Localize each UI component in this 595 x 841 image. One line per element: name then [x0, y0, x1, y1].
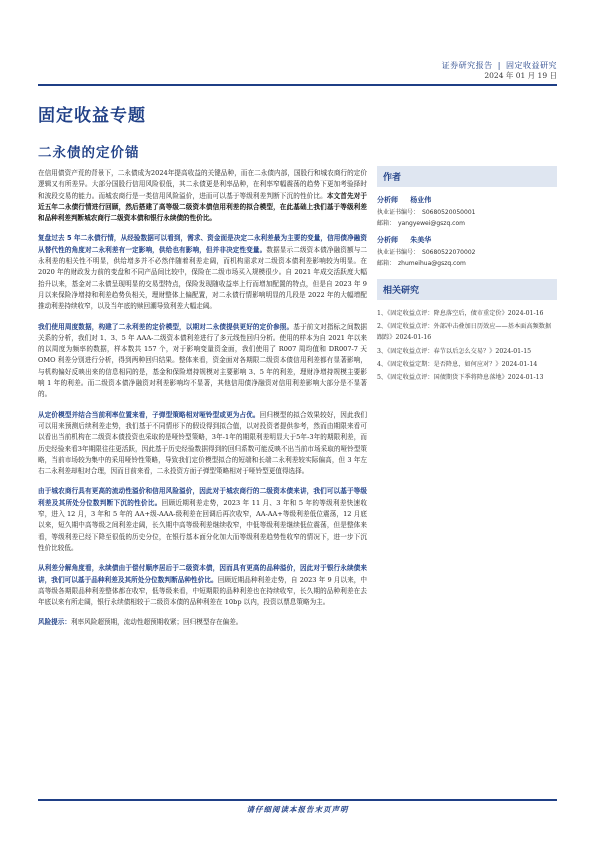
analyst-name: 朱美华 [410, 236, 432, 244]
related-research-link[interactable]: 2、《固定收益点评：外部冲击叠加日历效应——基本面高频数据跟踪》2024-01-16 [377, 323, 552, 342]
analyst-card [377, 195, 557, 229]
analyst-email [377, 218, 557, 229]
email-label: 邮箱： [377, 260, 396, 267]
intro-text: 在信用债资产荒的背景下，二永债成为2024年提高收益的关键品种，而在二永债内部，国股行和城农商行的定价逻辑又有所差异。大部分国股行信用风险很低，其二永债更是利率品种，在利率窄幅震荡的趋势下更加考验择时和波段交易的能力。而城农商行是一类信用风险溢价，进而可以基于等级利差判断下沉的性价比。 [38, 169, 367, 200]
email-label: 邮箱： [377, 220, 396, 227]
cert-number: S0680520050001 [422, 209, 476, 216]
grade-spread-headline: 由于城农商行具有更高的流动性溢价和信用风险溢价，因此对于城农商行的二级资本债来讲，我们可以基于等级利差及其所处分位数判断下沉的性价比。 [38, 487, 367, 507]
variety-spread-text: 回顾近期品种利差走势，自 2023 年 9 月以来，中高等级各期限品种利差整体都在收窄，低等级来看，中短期限的品种利差也在持续收窄，长久期的品种利差在去年底以来有所走阔，银行永续债相较于二级资本债的品种利差在 10bp 以内，投资以票息策略为主。 [38, 575, 368, 607]
sidebar [377, 166, 557, 385]
grade-spread-text: 回顾近期利差走势，2023 年 11 月、3 年和 5 年的等级利差快速收窄，进入 12 月，3 年和 5 年的 AA+级-AAA-级利差在回调后再次收窄，AA-AA+等级利差低位震荡，12 月底以来，短久期中高等级之间利差走阔，长久期中高等级利差继续收窄，中低等级利差继续低位震荡，但是整体来看，等级利差已经下降至很低的历史分位，在银行基本面分化加大而等级利差趋势性收窄的情况下，进一步下沉性价比较低。 [38, 498, 368, 552]
cert-label: 执业证书编号： [377, 249, 420, 256]
page-title: 固定收益专题 [38, 106, 146, 126]
model-text: 基于前文对指标之间数据关系的分析，我们对 1、3、5 年 AAA-二级资本债利差进行了多元线性回归分析。使用的样本为自 2021 年以来的以周度为频率的数据，样本数共 157 个，对于影响变量资金面，我们使用了 R007 周均值和 DR007-7 天 OMO 利差分别进行分析，得到两种回归结果。整体来看，资金面对各期限二级资本债信用利差都有显著影响，与机构偏好反映出来的信息相同的是，基金和保险增持规模对主要影响 3、5 年的利差，理财净增持规模主要影响 1 年的利差。而二级资本债净融资对利差影响均不显著，其他信用债净融资对信用利差影响大部分是不显著的。 [38, 322, 368, 399]
cert-label: 执业证书编号： [377, 209, 420, 216]
email-link[interactable]: yangyewei@gszq.com [398, 220, 465, 227]
related-research-link[interactable]: 5、《固定收益点评：国债期货下季将降息落地》2024-01-13 [377, 374, 544, 382]
strategy-text: 回归模型的拟合效果较好，因此我们可以用来预测后续利差走势，我们基于不同情形下的假设得到拟合值，以对投资者提供参考，然而由期限来看可以看出当前机构在二级资本债投资也采取的是哑铃型策略，3年-1年的期限利差明显大于5年-3年的期限利差，而历史经验来看3年期限往往更活跃，因此基于历史经验数据得到的回归系数可能反映不出当前市场采取的哑铃型策略，当前市场较为集中的采用哑铃性策略，导致我们定价模型拟合的短端和长端二永利差较实际偏高，但 3 年左右二永利差却相对合理，因而目前来看，二永投资方面子弹型策略相对于哑铃型更值得选择。 [38, 410, 368, 476]
related-research-link[interactable]: 1、《固定收益点评：降息落空后，债市重定价》2024-01-16 [377, 310, 544, 317]
email-link[interactable]: zhumeihua@gszq.com [398, 260, 466, 267]
analyst-card [377, 235, 557, 269]
footer-divider [38, 799, 557, 801]
variety-spread-headline: 从利差分解角度看，永续债由于偿付顺序居后于二级资本债，因而具有更高的品种溢价，因此对于银行永续债来讲，我们可以基于品种利差及其所处分位数判断品种性价比。 [38, 564, 367, 584]
risk-warning [38, 617, 367, 628]
variety-spread-paragraph [38, 563, 367, 608]
risk-label: 风险提示： [38, 618, 71, 627]
analyst-cert [377, 247, 557, 258]
report-date: 2024 年 01 月 19 日 [484, 71, 557, 80]
analyst-role: 分析师 [377, 196, 398, 204]
report-category-label: 固定收益研究 [506, 61, 557, 70]
strategy-headline: 从定价模型并结合当前利率位置来看，子弹型策略相对哑铃型或更为占优。 [38, 410, 260, 419]
review-paragraph [38, 233, 367, 312]
intro-bold-text: 本文首先对于近五年二永债行情进行回顾，然后搭建了高等级二级资本债信用利差的拟合模型，在此基础上我们基于等级利差和品种利差判断城农商行二级资本债和银行永续债的性价比。 [38, 191, 368, 223]
main-content [38, 168, 367, 628]
grade-spread-paragraph [38, 486, 367, 554]
related-research-link[interactable]: 4、《固定收益定期：是否降息，如何应对？》2024-01-14 [377, 360, 538, 368]
tag-separator: | [497, 61, 501, 70]
analyst-cert [377, 207, 557, 218]
authors-heading: 作者 [377, 166, 557, 187]
review-text: 数据显示二级资本债净融资额与二永利差的相关性不明显，供给增多并不必然伴随着利差走阔，而机构需求对二级资本债利差影响较为明显。在 2020 年的财政发力前的变盘和不同产品间比较中，保险在二级市场买入规模很少。自 2021 年成交活跃度大幅抬升以来，基金对二永债呈现明显的交易型特点，保险发现随收益率上行而增加配置的特点，但是自 2023 年 9 月以来保险净增持和利差趋势负相关，理财整体上偏配置，对二永债行情影响明显的几段是 2022 年的大幅增配推动利差持续收窄，以及当年底的赎回潮导致利差大幅走阔。 [38, 245, 368, 311]
related-research-heading: 相关研究 [377, 279, 557, 300]
analyst-email [377, 258, 557, 269]
risk-text: 利率风险超预期，流动性超预期收紧；回归模型存在偏差。 [70, 618, 243, 627]
model-headline: 我们使用周度数据，构建了二永利差的定价模型，以期对二永债提供更好的定价参照。 [38, 322, 294, 331]
strategy-paragraph [38, 410, 367, 478]
analyst-name: 杨业伟 [410, 196, 432, 204]
model-paragraph [38, 322, 367, 401]
report-type-label: 证券研究报告 [441, 61, 493, 70]
related-research-link[interactable]: 3、《固定收益点评：春节以后怎么交易？》2024-01-15 [377, 347, 532, 355]
intro-paragraph [38, 168, 367, 224]
cert-number: S0680522070002 [422, 249, 476, 256]
review-headline: 复盘过去 5 年二永债行情，从经验数据可以看到，需求、资金面是决定二永利差最为主要的变量，信用债净融资从替代性的角度对二永利差有一定影响，供给也有影响，但并非决定性变量。 [38, 234, 367, 254]
page-subtitle: 二永债的定价锚 [38, 145, 140, 161]
header-divider [38, 84, 557, 86]
footer-disclaimer: 请仔细阅读本报告末页声明 [246, 805, 349, 814]
analyst-role: 分析师 [377, 236, 398, 244]
